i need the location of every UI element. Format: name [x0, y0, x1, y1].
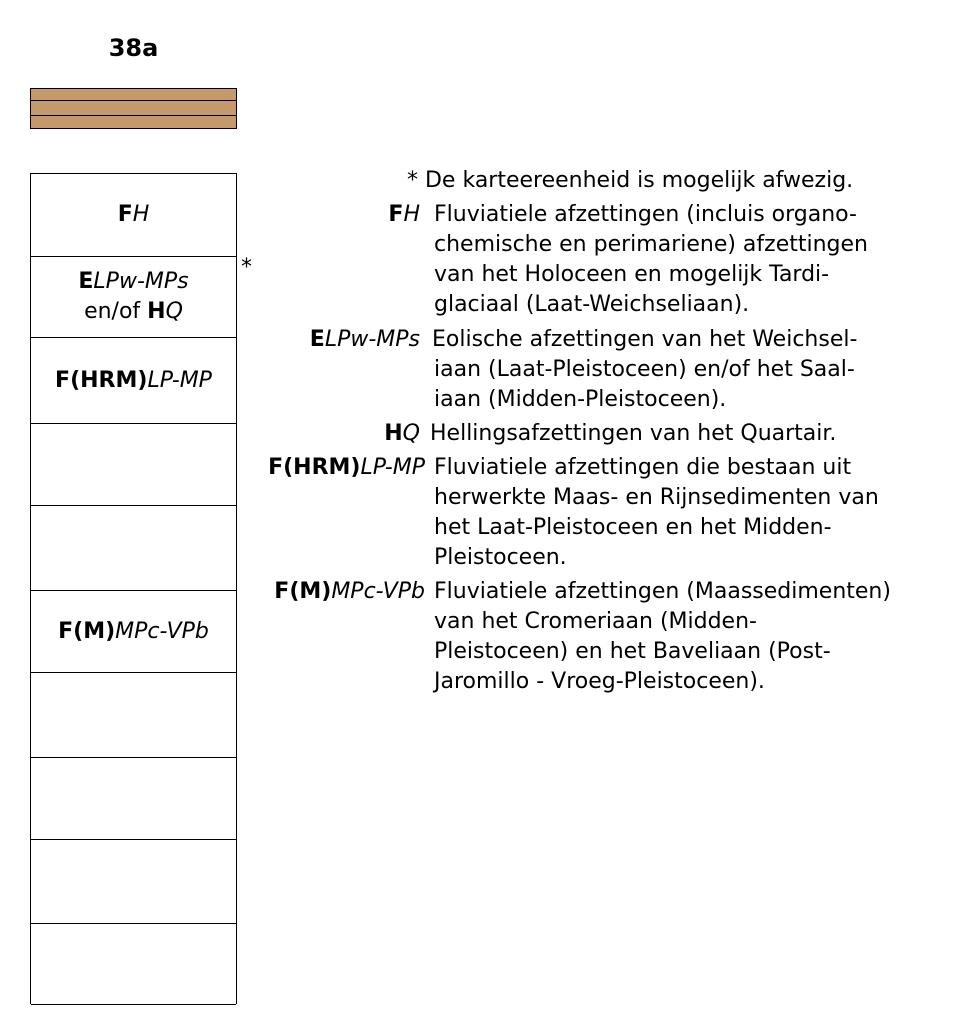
band-divider	[31, 115, 236, 116]
legend-key: FH	[388, 202, 420, 227]
unit-code-bold: E	[78, 269, 94, 294]
unit-code-italic: LP-MP	[147, 367, 212, 393]
unit-connector: en/of	[84, 299, 148, 324]
unit-code-bold: F	[117, 202, 133, 227]
unit-code-italic: MPc-VPb	[115, 618, 209, 644]
unit-code-bold: H	[147, 299, 166, 324]
legend-key: ELPw-MPs	[309, 327, 420, 352]
legend-note: * De karteereenheid is mogelijk afwezig.	[407, 168, 854, 193]
band-divider	[31, 100, 236, 101]
profile-cell-10	[31, 924, 236, 1005]
legend-key: F(HRM)LP-MP	[268, 455, 425, 480]
unit-code-bold: F(M)	[58, 618, 116, 644]
legend-description: Hellingsafzettingen van het Quartair.	[430, 421, 837, 446]
legend-key: F(M)MPc-VPb	[274, 579, 425, 604]
unit-code-bold: F(HRM)	[55, 367, 148, 393]
legend-key: HQ	[384, 421, 420, 446]
profile-cell-8	[31, 758, 236, 840]
unit-code-italic: Q	[165, 299, 183, 324]
possibly-absent-marker: *	[241, 255, 252, 280]
column-title: 38a	[108, 34, 159, 62]
legend-description: Fluviatiele afzettingen (incluis organo- chemische en perimariene) afzettingen van het Holoceen en mogelijk Tardi- glaciaal (Laat-Weichseliaan).	[434, 202, 868, 317]
profile-cell-7	[31, 673, 236, 758]
legend-description: Eolische afzettingen van het Weichsel- iaan (Laat-Pleistoceen) en/of het Saal- iaan (Midden-Pleistoceen).	[432, 327, 858, 412]
legend-description: Fluviatiele afzettingen die bestaan uit herwerkte Maas- en Rijnsedimenten van het Laat-Pleistoceen en het Midden- Pleistoceen.	[434, 455, 879, 570]
legend-description: Fluviatiele afzettingen (Maassedimenten) van het Cromeriaan (Midden- Pleistoceen) en het Baveliaan (Post- Jaromillo - Vroeg-Pleistoceen).	[434, 579, 891, 694]
profile-cell-9	[31, 840, 236, 924]
unit-code-italic: H	[132, 202, 150, 227]
surface-layer-band	[30, 88, 237, 129]
unit-code-italic: LPw-MPs	[93, 269, 189, 294]
